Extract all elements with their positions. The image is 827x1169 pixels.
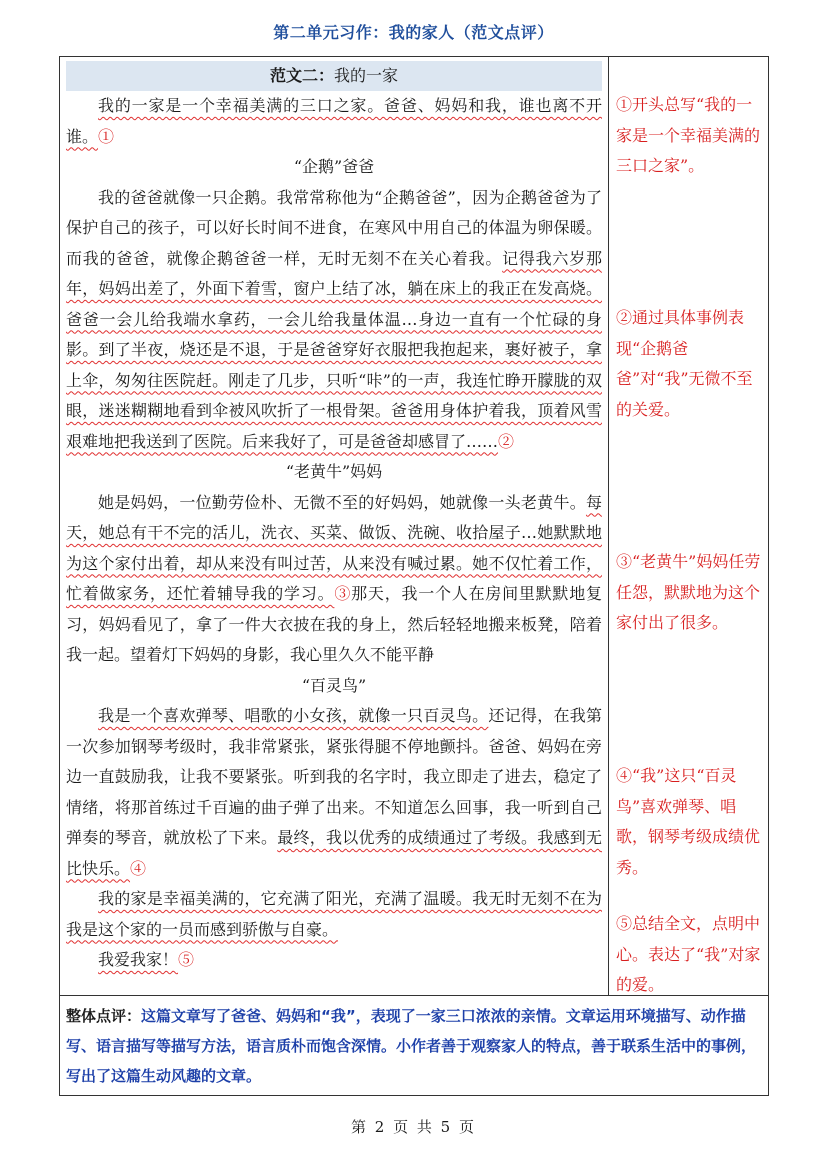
- plain-text: 还记得，在我第一次参加钢琴考级时，我非常紧张，紧张得腿不停地颤抖。爸爸、妈妈在旁边一直鼓励我，让我不要紧张。听到我的名字时，我立即走了进去，稳定了情绪，将那首练过千百遍的曲子弹了出来。不知道怎么回事，我一听到自己弹奏的琴音，就放松了下来。: [66, 706, 602, 847]
- underlined-text: 我爱我家！: [98, 950, 179, 969]
- underlined-text: 我的家是幸福美满的，它充满了阳光，充满了温暖。我无时无刻不在为我是这个家的一员而感到骄傲与自豪。: [66, 889, 602, 939]
- page-footer: 第 2 页 共 5 页: [351, 1118, 476, 1136]
- underlined-text: 记得我六岁那年，妈妈出差了，外面下着雪，窗户上结了冰，躺在床上的我正在发高烧。爸爸一会儿给我端水拿药，一会儿给我量体温…身边一直有一个忙碌的身影。到了半夜，烧还是不退，于是爸爸穿好衣服把我抱起来，裹好被子，拿上伞，匆匆往医院赶。刚走了几步，只听“咔”的一声，我连忙睁开朦胧的双眼，迷迷糊糊地看到伞被风吹折了一根骨架。爸爸用身体护着我，顶着风雪艰难地把我送到了医院。后来我好了，可是爸爸却感冒了……: [66, 248, 602, 451]
- underlined-text-2: 最终，我以优秀的成绩通过了考级。我感到无比快乐。: [66, 828, 602, 878]
- comment-2: ②通过具体事例表现“企鹅爸爸”对“我”无微不至的关爱。: [616, 308, 753, 419]
- comment-3: ③“老黄牛”妈妈任劳任怨，默默地为这个家付出了很多。: [616, 552, 761, 632]
- paragraph-6: [66, 945, 602, 976]
- essay-title: 我的一家: [334, 66, 399, 85]
- underlined-text: 我的一家是一个幸福美满的三口之家。爸爸、妈妈和我，谁也离不开谁。: [66, 96, 602, 146]
- section-title-me: “百灵鸟”: [301, 675, 367, 695]
- annotation-mark-5: ⑤: [178, 950, 195, 969]
- annotation-mark-3: ③: [334, 584, 352, 603]
- page-title: 第二单元习作：我的家人（范文点评）: [273, 23, 554, 42]
- essay-label: 范文二：: [269, 66, 334, 85]
- column-divider: [608, 57, 609, 995]
- comment-1: ①开头总写“我的一家是一个幸福美满的三口之家”。: [616, 95, 761, 175]
- paragraph-5: [66, 884, 602, 945]
- underlined-text: 每天，她总有干不完的活儿，洗衣、买菜、做饭、洗碗、收拾屋子…她默默地为这个家付出着，却从来没有叫过苦，从来没有喊过累。她不仅忙着工作，忙着做家务，还忙着辅导我的学习。: [66, 492, 602, 603]
- annotation-mark-2: ②: [498, 431, 515, 451]
- paragraph-3: [66, 488, 602, 671]
- comment-4: ④“我”这只“百灵鸟”喜欢弹琴、唱歌，钢琴考级成绩优秀。: [616, 766, 761, 877]
- annotation-mark-4: ④: [130, 858, 147, 878]
- essay-table: [59, 56, 769, 1096]
- overall-comment: [66, 1001, 762, 1091]
- plain-text-2: 那天，我一个人在房间里默默地复习，妈妈看见了，拿了一件大衣披在我的身上，然后轻轻地搬来板凳，陪着我一起。望着灯下妈妈的身影，我心里久久不能平静: [66, 584, 602, 664]
- overall-label: 整体点评：: [66, 1007, 142, 1025]
- comment-5: ⑤总结全文，点明中心。表达了“我”对家的爱。: [616, 914, 761, 994]
- essay-body: [66, 61, 602, 976]
- section-title-father: “企鹅”爸爸: [293, 157, 375, 176]
- annotation-mark-1: ①: [98, 126, 115, 146]
- plain-text: 她是妈妈，一位勤劳俭朴、无微不至的好妈妈，她就像一头老黄牛。: [98, 492, 586, 512]
- section-title-mother: “老黄牛”妈妈: [285, 462, 383, 481]
- essay-header: [66, 61, 602, 91]
- plain-text: 我的爸爸就像一只企鹅。我常常称他为“企鹅爸爸”，因为企鹅爸爸为了保护自己的孩子，可以好长时间不进食，在寒风中用自己的体温为卵保暖。而我的爸爸，就像企鹅爸爸一样，无时无刻不在关心着我。: [66, 187, 602, 268]
- paragraph-4: [66, 701, 602, 884]
- overall-text: 这篇文章写了爸爸、妈妈和“我”，表现了一家三口浓浓的亲情。文章运用环境描写、动作描写、语言描写等描写方法，语言质朴而饱含深情。小作者善于观察家人的特点，善于联系生活中的事例，写出了这篇生动风趣的文章。: [66, 1007, 757, 1085]
- paragraph-1: [66, 91, 602, 152]
- paragraph-2: [66, 183, 602, 458]
- underlined-text: 我是一个喜欢弹琴、唱歌的小女孩，就像一只百灵鸟。: [98, 706, 489, 725]
